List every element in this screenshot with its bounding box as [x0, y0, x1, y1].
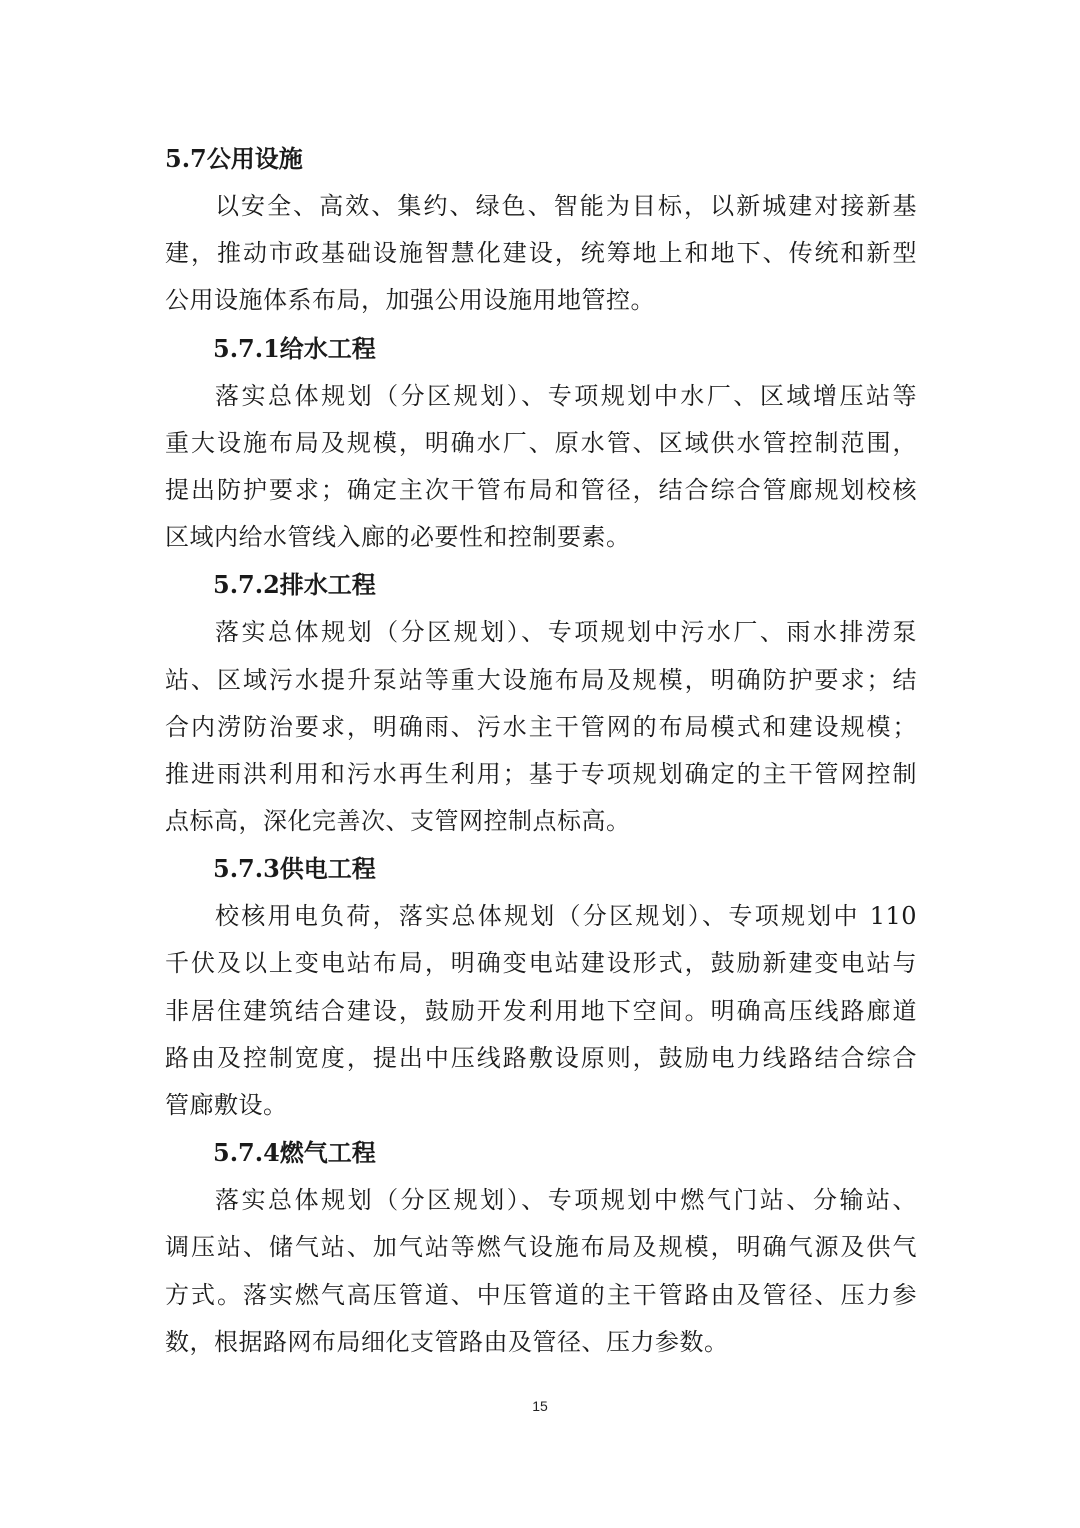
drainage-paragraph: [165, 609, 917, 845]
paragraph-line: 落实总体规划（分区规划）、专项规划中水厂、区域增压站等: [215, 381, 917, 410]
paragraph-line: 调压站、储气站、加气站等燃气设施布局及规模，明确气源及供气: [165, 1233, 917, 1262]
paragraph-line: 重大设施布局及规模，明确水厂、原水管、区域供水管控制范围，: [165, 428, 917, 457]
paragraph-line: 提出防护要求；确定主次干管布局和管径，结合综合管廊规划校核: [165, 475, 917, 504]
paragraph-line: 千伏及以上变电站布局，明确变电站建设形式，鼓励新建变电站与: [165, 949, 917, 978]
paragraph-line: 区域内给水管线入廊的必要性和控制要素。: [165, 523, 631, 552]
power-supply-paragraph: [165, 893, 917, 1129]
paragraph-line: 点标高，深化完善次、支管网控制点标高。: [165, 807, 631, 836]
paragraph-line: 路由及控制宽度，提出中压线路敷设原则，鼓励电力线路结合综合: [165, 1043, 917, 1072]
paragraph-line: 校核用电负荷，落实总体规划（分区规划）、专项规划中 110: [215, 902, 917, 931]
paragraph-line: 数，根据路网布局细化支管路由及管径、压力参数。: [165, 1327, 729, 1356]
gas-paragraph: [165, 1177, 917, 1366]
page-content: [165, 135, 917, 1366]
water-supply-paragraph: [165, 373, 917, 562]
section-heading: 5.7公用设施: [165, 144, 303, 173]
page-number: 15: [532, 1398, 548, 1414]
paragraph-line: 方式。落实燃气高压管道、中压管道的主干管路由及管径、压力参: [165, 1280, 917, 1309]
paragraph-line: 管廊敷设。: [165, 1091, 288, 1119]
paragraph-line: 公用设施体系布局，加强公用设施用地管控。: [165, 286, 655, 315]
paragraph-line: 非居住建筑结合建设，鼓励开发利用地下空间。明确高压线路廊道: [165, 996, 917, 1025]
paragraph-line: 合内涝防治要求，明确雨、污水主干管网的布局模式和建设规模；: [165, 712, 917, 741]
paragraph-line: 以安全、高效、集约、绿色、智能为目标，以新城建对接新基: [215, 192, 917, 220]
paragraph-line: 站、区域污水提升泵站等重大设施布局及规模，明确防护要求；结: [165, 665, 917, 694]
paragraph-line: 落实总体规划（分区规划）、专项规划中污水厂、雨水排涝泵: [215, 618, 917, 647]
paragraph-line: 建，推动市政基础设施智慧化建设，统筹地上和地下、传统和新型: [165, 239, 917, 268]
subsection-heading-water-supply: 5.7.1给水工程: [213, 333, 376, 363]
paragraph-line: 落实总体规划（分区规划）、专项规划中燃气门站、分输站、: [215, 1186, 917, 1215]
section-intro-paragraph: [165, 183, 917, 325]
paragraph-line: 推进雨洪利用和污水再生利用；基于专项规划确定的主干管网控制: [165, 759, 917, 788]
subsection-heading-gas: 5.7.4燃气工程: [213, 1138, 376, 1168]
subsection-heading-drainage: 5.7.2排水工程: [213, 570, 376, 600]
subsection-heading-power-supply: 5.7.3供电工程: [213, 854, 376, 884]
